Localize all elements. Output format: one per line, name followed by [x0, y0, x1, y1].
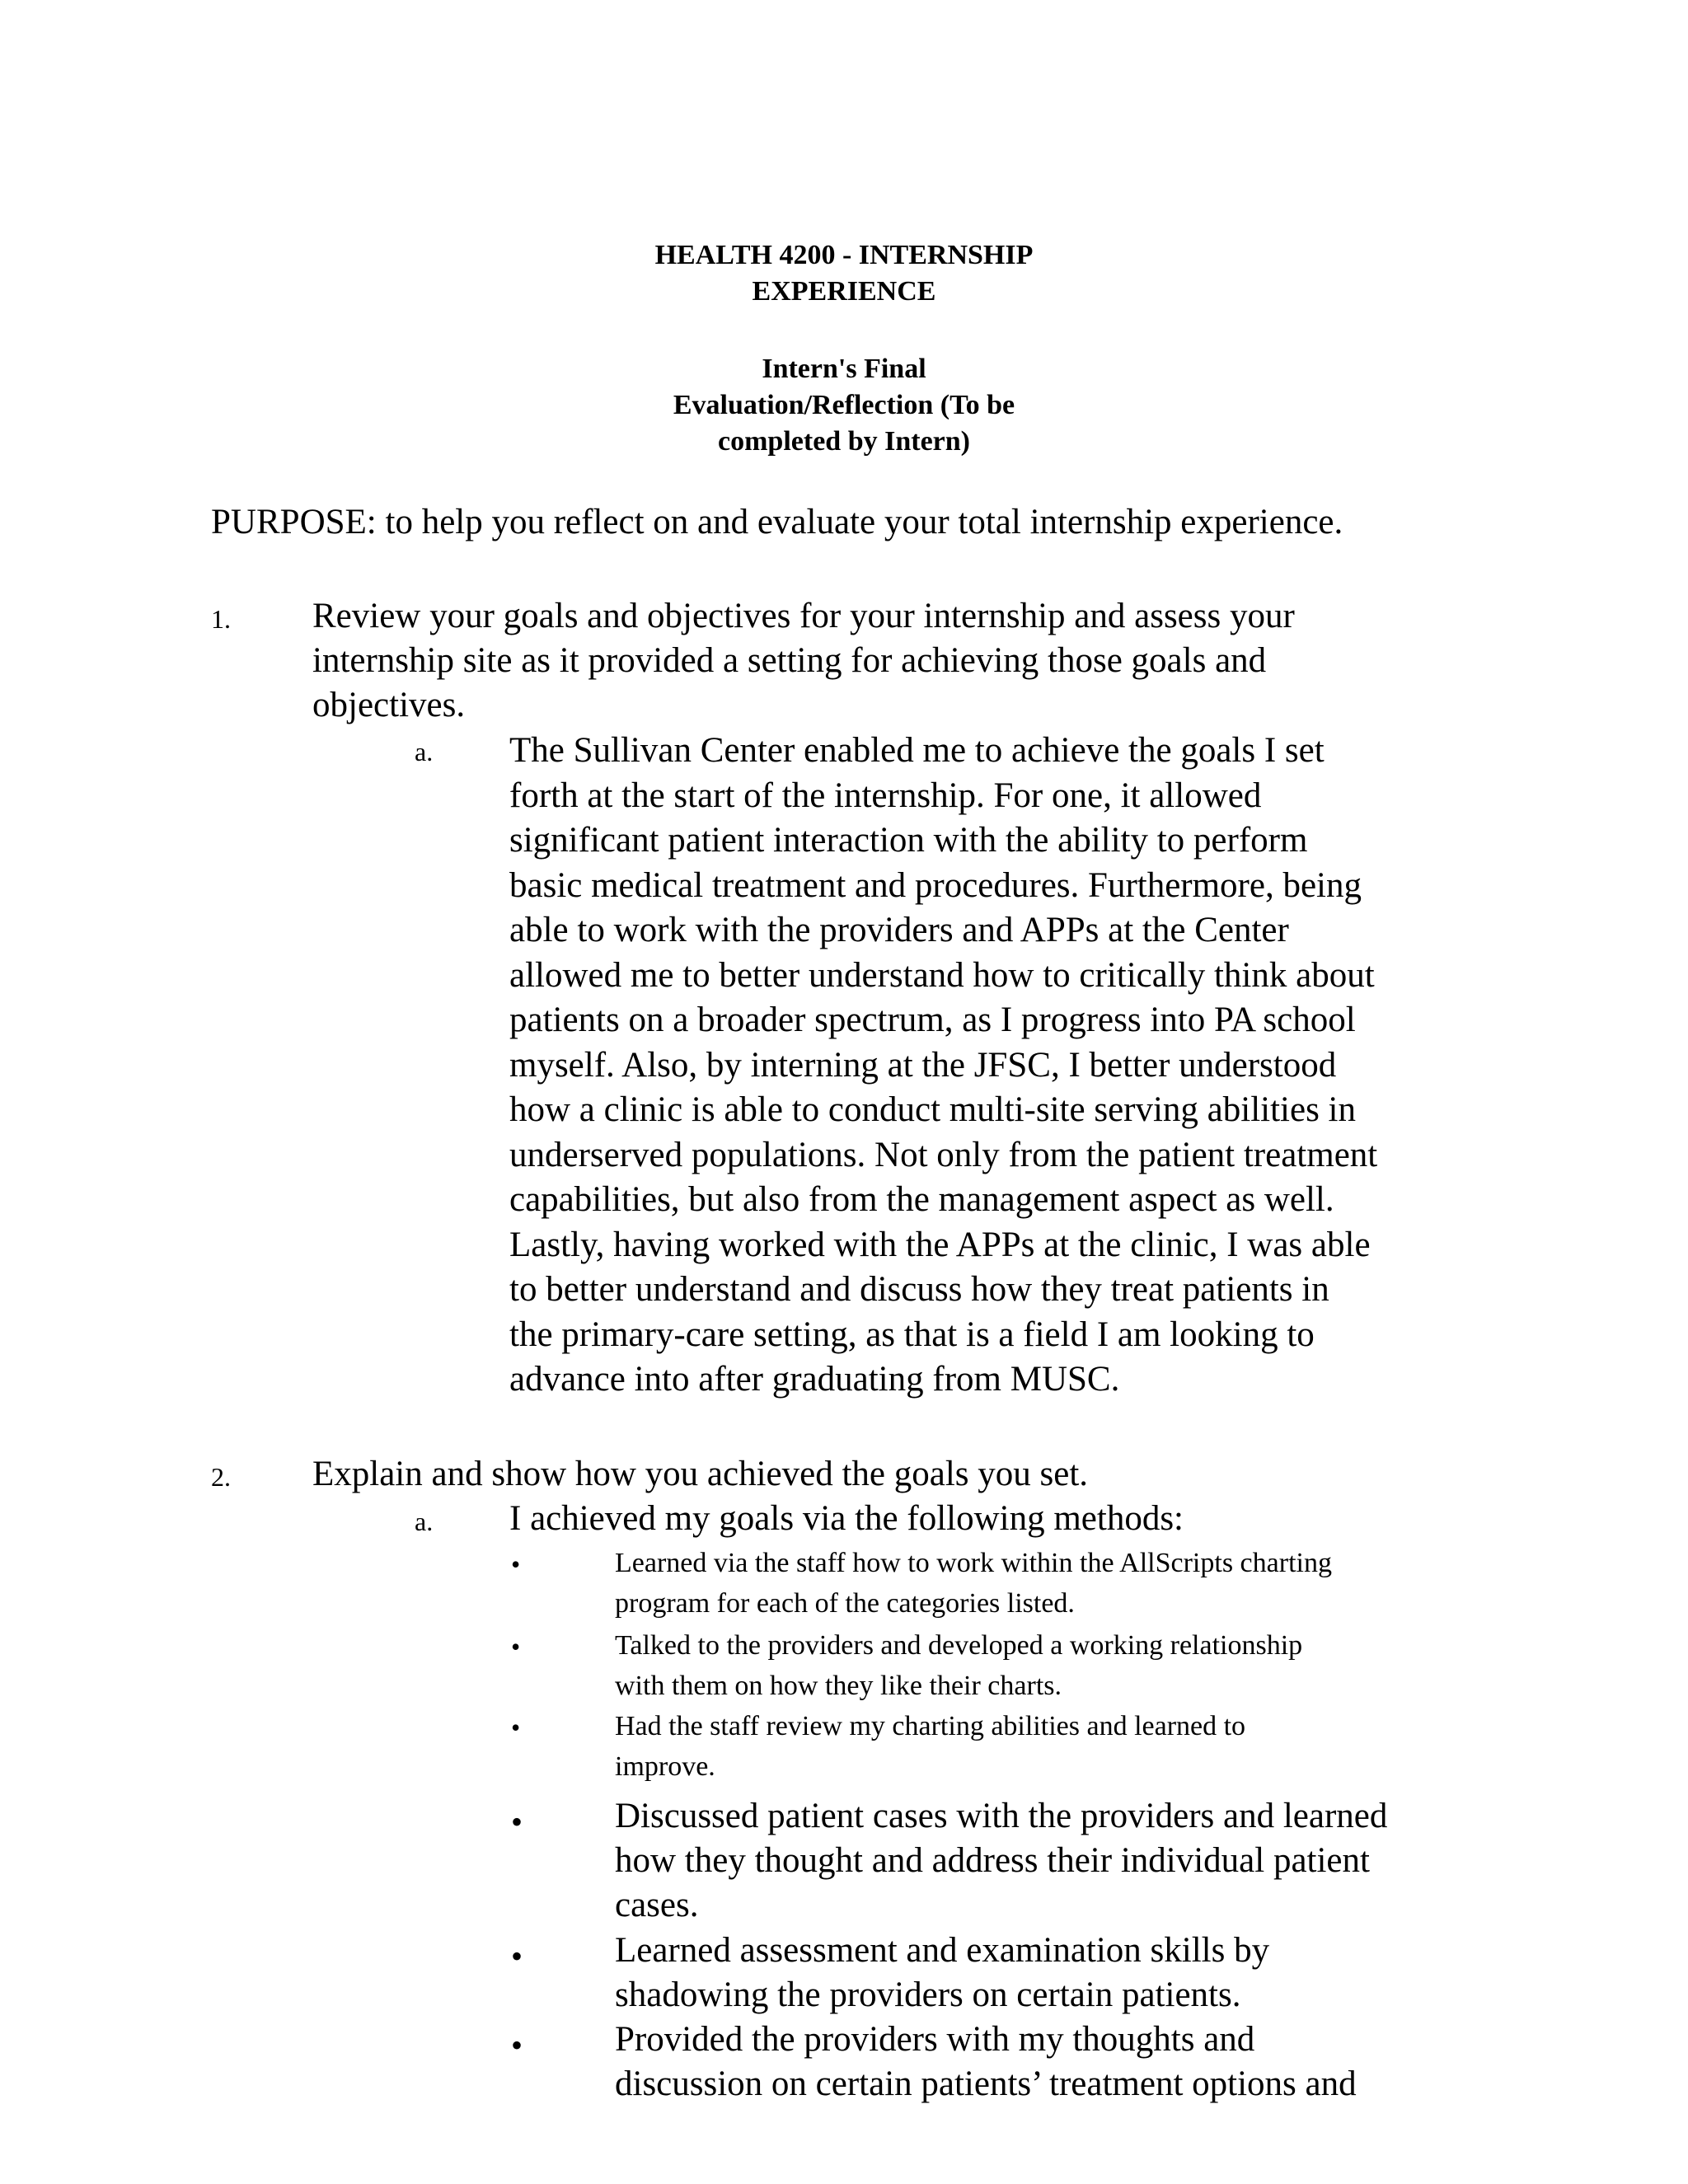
answer-1a-text [509, 729, 1377, 1403]
bullet-line: cases. [615, 1886, 699, 1924]
question-2-text [312, 1452, 1483, 1497]
answer-1a-label: a. [415, 737, 434, 766]
subtitle-line-3: completed by Intern) [718, 426, 970, 457]
subtitle-line-1: Intern's Final [762, 354, 926, 384]
bullet-marker: • [511, 1549, 521, 1579]
bullet-line: Discussed patient cases with the providers and learned [615, 1797, 1388, 1835]
bullet-marker: • [511, 1803, 523, 1840]
bullet-line: shadowing the providers on certain patients. [615, 1975, 1241, 2014]
answer-1a-line: myself. Also, by interning at the JFSC, I better understood [509, 1045, 1337, 1085]
course-title-line-2: EXPERIENCE [752, 276, 936, 307]
answer-2a-line: I achieved my goals via the following methods: [509, 1499, 1184, 1538]
bullet-item [615, 1543, 1332, 1624]
answer-1a-line: allowed me to better understand how to critically think about [509, 955, 1375, 995]
answer-1a-line: significant patient interaction with the ability to perform [509, 821, 1308, 860]
bullet-line: program for each of the categories listed. [615, 1588, 1075, 1619]
answer-1a-line: to better understand and discuss how they treat patients in [509, 1270, 1329, 1309]
answer-1a-line: patients on a broader spectrum, as I progress into PA school [509, 1001, 1356, 1039]
question-1-text [312, 594, 1483, 728]
course-title-line-1: HEALTH 4200 - INTERNSHIP [654, 240, 1034, 270]
answer-2a-text [509, 1497, 1184, 1542]
answer-2a-label: a. [415, 1507, 434, 1536]
bullet-line: Learned via the staff how to work within the AllScripts charting [615, 1548, 1332, 1578]
bullet-item [615, 1625, 1302, 1706]
answer-1a-line: The Sullivan Center enabled me to achieve the goals I set [509, 731, 1325, 770]
answer-1a-line: able to work with the providers and APPs at the Center [509, 911, 1289, 949]
question-2-line: Explain and show how you achieved the goals you set. [312, 1455, 1089, 1493]
answer-1a-line: capabilities, but also from the management aspect as well. [509, 1180, 1334, 1219]
bullet-marker: • [511, 2027, 523, 2064]
purpose-statement: PURPOSE: to help you reflect on and evaluate your total internship experience. [211, 503, 1343, 541]
answer-1a-line: Lastly, having worked with the APPs at the clinic, I was able [509, 1225, 1371, 1264]
question-2-number: 2. [211, 1462, 231, 1492]
bullet-line: how they thought and address their individual patient [615, 1841, 1370, 1880]
question-1-line: objectives. [312, 686, 466, 724]
bullet-line: with them on how they like their charts. [615, 1671, 1062, 1701]
question-1-line: Review your goals and objectives for your internship and assess your [312, 597, 1295, 635]
answer-1a-line: basic medical treatment and procedures. Furthermore, being [509, 865, 1362, 905]
bullet-item [615, 1794, 1387, 1928]
bullet-line: Had the staff review my charting abilities and learned to [615, 1711, 1246, 1741]
subtitle-line-2: Evaluation/Reflection (To be [673, 390, 1015, 420]
bullet-item [615, 1706, 1245, 1787]
answer-1a-line: advance into after graduating from MUSC. [509, 1360, 1120, 1399]
answer-1a-line: underserved populations. Not only from the patient treatment [509, 1135, 1378, 1174]
bullet-item [615, 2018, 1357, 2107]
answer-1a-line: how a clinic is able to conduct multi-site serving abilities in [509, 1090, 1357, 1129]
bullet-item [615, 1929, 1269, 2018]
bullet-marker: • [511, 1632, 521, 1661]
bullet-marker: • [511, 1938, 523, 1975]
bullet-line: discussion on certain patients’ treatment options and [615, 2064, 1357, 2103]
question-1-number: 1. [211, 604, 231, 634]
bullet-line: Provided the providers with my thoughts and [615, 2020, 1255, 2059]
answer-1a-line: forth at the start of the internship. For one, it allowed [509, 776, 1262, 815]
question-1-line: internship site as it provided a setting for achieving those goals and [312, 641, 1267, 680]
answer-1a-line: the primary-care setting, as that is a field I am looking to [509, 1315, 1315, 1354]
bullet-line: improve. [615, 1751, 715, 1782]
document-subtitle [0, 351, 1688, 460]
course-title [0, 237, 1688, 310]
bullet-line: Talked to the providers and developed a working relationship [615, 1630, 1303, 1661]
bullet-marker: • [511, 1713, 521, 1742]
bullet-line: Learned assessment and examination skills by [615, 1931, 1270, 1970]
